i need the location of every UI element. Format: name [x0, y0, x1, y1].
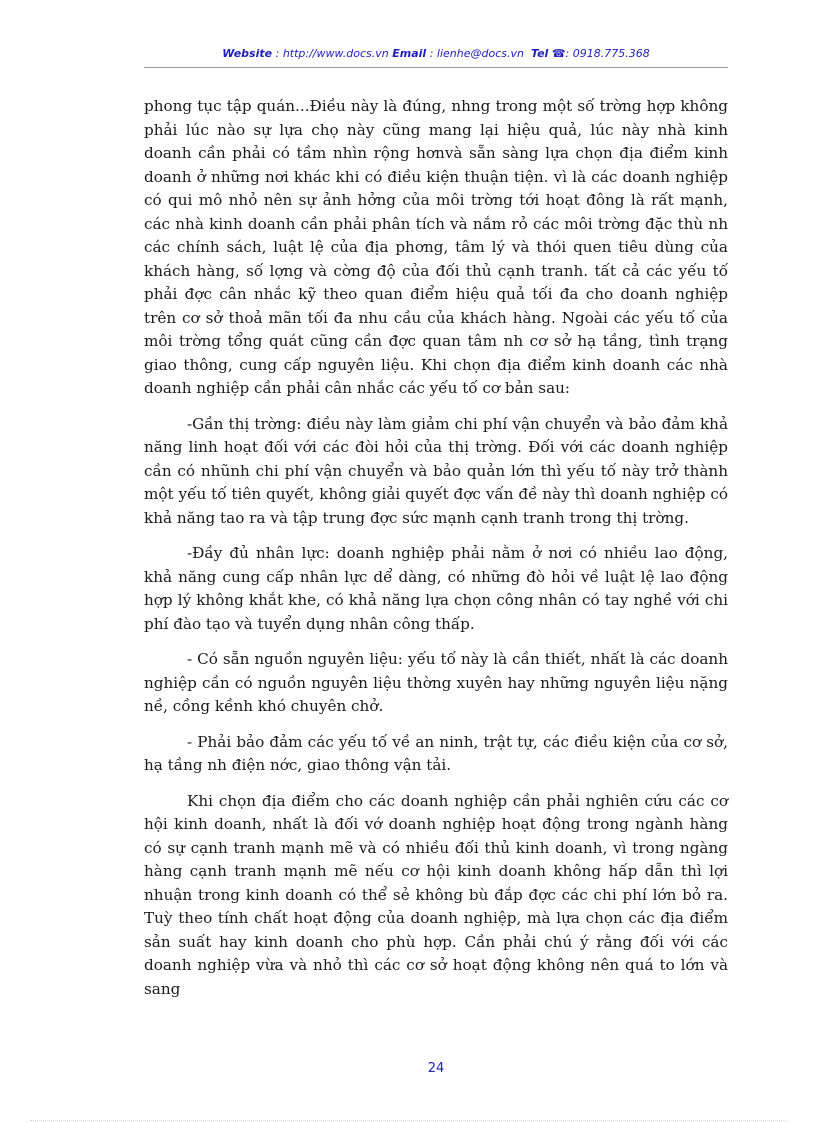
page-number: 24	[427, 1061, 445, 1076]
page-bottom-border	[30, 1120, 786, 1121]
document-body	[144, 95, 728, 1013]
paragraph-6: Khi chọn địa điểm cho các doanh nghiệp cần phải nghiên cứu các cơ hội kinh doanh, nhất là đối vớ doanh nghiệp hoạt động trong ngành hàng có sự cạnh tranh mạnh mẽ và có nhiều đối thủ kinh doanh, vì trong ngàng hàng cạnh tranh mạnh mẽ nếu cơ hội kinh doanh không hấp dẫn thì lợi nhuận trong kinh doanh có thể sẻ không bù đắp đợc các chi phí lớn bỏ ra. Tuỳ theo tính chất hoạt động của doanh nghiệp, mà lựa chọn các địa điểm sản suất hay kinh doanh cho phù hợp. Cần phải chú ý rằng đối với các doanh nghiệp vừa và nhỏ thì các cơ sở hoạt động không nên quá to lớn và sang	[144, 791, 728, 998]
tel-label: Tel	[530, 47, 549, 60]
telephone-icon: ☎	[551, 47, 566, 60]
email-link[interactable]: lienhe@docs.vn	[436, 47, 524, 60]
website-label: Website	[222, 47, 273, 60]
website-separator: :	[272, 47, 283, 60]
paragraph-2: -Gần thị trờng: điều này làm giảm chi phí vận chuyển và bảo đảm khả năng linh hoạt đối với các đòi hỏi của thị trờng. Đối với các doanh nghiệp cần có nhũnh chi phí vận chuyển và bảo quản lớn thì yếu tố này trở thành một yếu tố tiên quyết, không giải quyết đợc vấn đề này thì doanh nghiệp có khả năng tao ra và tập trung đợc sức mạnh cạnh tranh trong thị trờng.	[144, 414, 728, 527]
email-label: Email	[392, 47, 427, 60]
email-separator: :	[426, 47, 437, 60]
paragraph-5: - Phải bảo đảm các yếu tố về an ninh, trật tự, các điều kiện của cơ sở, hạ tầng nh điện nớc, giao thông vận tải.	[144, 732, 728, 774]
tel-value: : 0918.775.368	[565, 47, 650, 60]
header-rule	[144, 67, 728, 68]
paragraph-4: - Có sẵn nguồn nguyên liệu: yếu tố này là cần thiết, nhất là các doanh nghiệp cần có nguồn nguyên liệu thờng xuyên hay những nguyên liệu nặng nề, cồng kềnh khó chuyên chở.	[144, 650, 728, 715]
page-header	[144, 47, 728, 65]
website-link[interactable]: http://www.docs.vn	[282, 47, 389, 60]
paragraph-1: phong tục tập quán...Điều này là đúng, nhng trong một số trờng hợp không phải lúc nào sự lựa chọ này cũng mang lại hiệu quả, lúc này nhà kinh doanh cần phải có tầm nhìn rộng hơnvà sẵn sàng lựa chọn địa điểm kinh doanh ở những nơi khác khi có điều kiện thuận tiện. vì là các doanh nghiệp có qui mô nhỏ nên sự ảnh hởng của môi trờng tới hoạt đông là rất mạnh, các nhà kinh doanh cần phải phân tích và nắm rỏ các môi trờng đặc thù nh các chính sách, luật lệ của địa phơng, tâm lý và thói quen tiêu dùng của khách hàng, số lợng và cờng độ của đối thủ cạnh tranh. tất cả các yếu tố phải đợc cân nhắc kỹ theo quan điểm hiệu quả tối đa cho doanh nghiệp trên cơ sở thoả mãn tối đa nhu cầu của khách hàng. Ngoài các yếu tố của môi trờng tổng quát cũng cần đợc quan tâm nh cơ sở hạ tầng, tình trạng giao thông, cung cấp nguyên liệu. Khi chọn địa điểm kinh doanh các nhà doanh nghiệp cần phải cân nhắc các yếu tố cơ bản sau:	[144, 97, 728, 397]
paragraph-3: -Đầy đủ nhân lực: doanh nghiệp phải nằm ở nơi có nhiều lao động, khả năng cung cấp nhân lực dể dàng, có những đò hỏi về luật lệ lao động hợp lý không khắt khe, có khả năng lựa chọn công nhân có tay nghề với chi phí đào tạo và tuyển dụng nhân công thấp.	[144, 544, 728, 633]
